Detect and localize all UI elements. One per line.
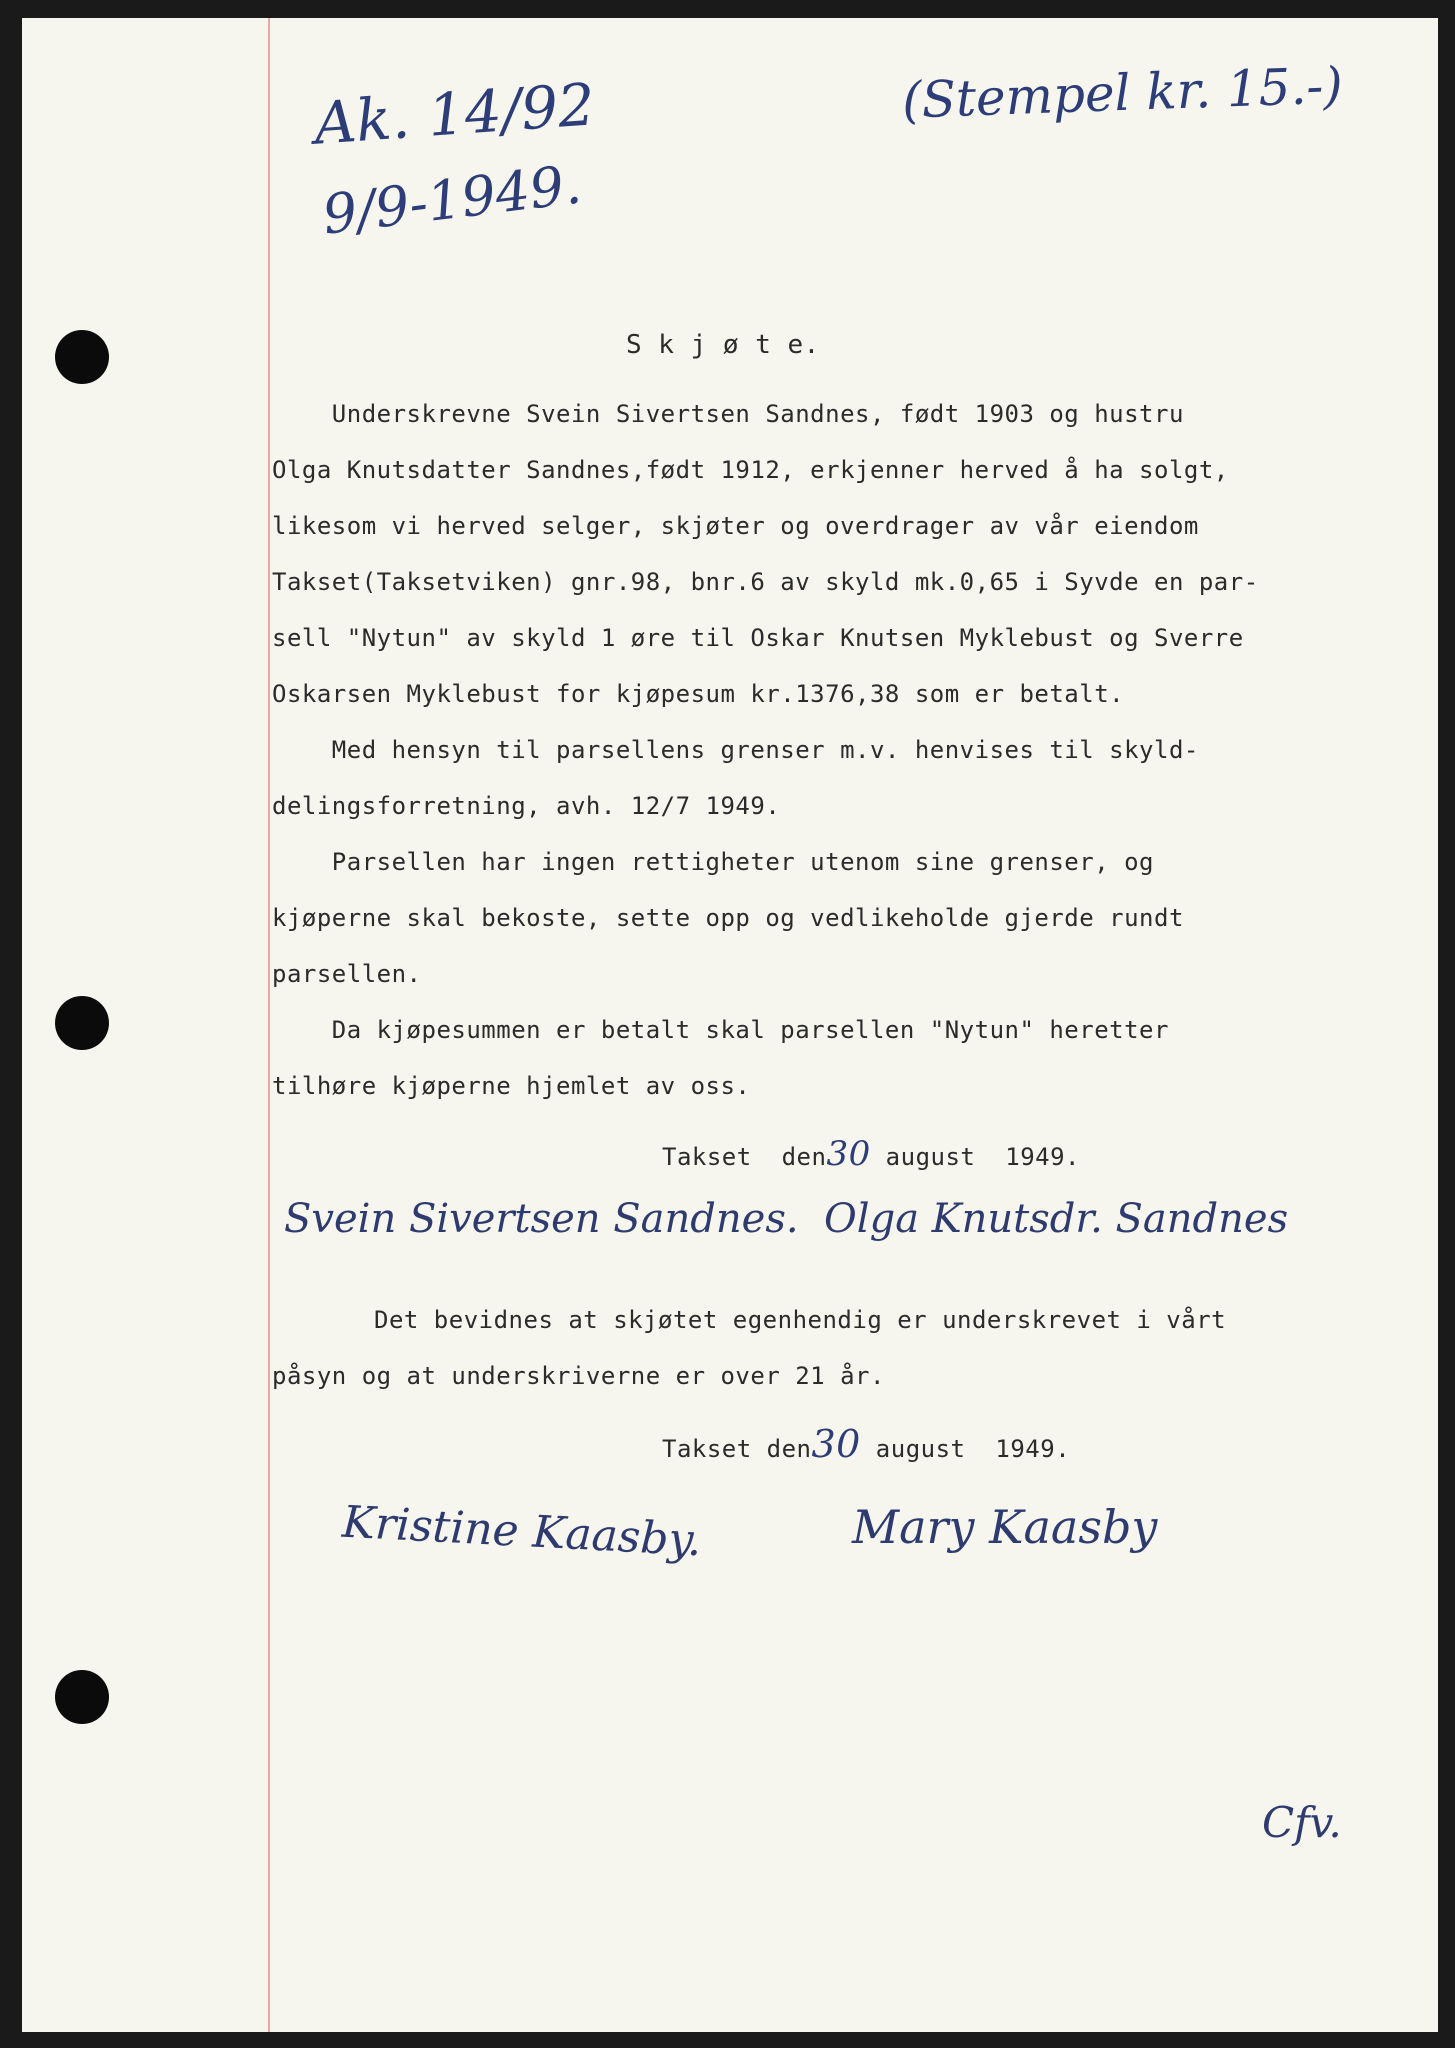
body-line: Olga Knutsdatter Sandnes,født 1912, erkjenner herved å ha solgt, xyxy=(272,456,1229,484)
punch-hole-bottom xyxy=(55,1670,109,1724)
margin-line xyxy=(268,18,270,2032)
body-line: Da kjøpesummen er betalt skal parsellen "Nytun" heretter xyxy=(272,1016,1169,1044)
body-line: kjøperne skal bekoste, sette opp og vedlikeholde gjerde rundt xyxy=(272,904,1184,932)
ref-date-annotation: 9/9-1949. xyxy=(319,152,585,247)
body-line: Med hensyn til parsellens grenser m.v. henvises til skyld- xyxy=(272,736,1199,764)
body-line: tilhøre kjøperne hjemlet av oss. xyxy=(272,1072,751,1100)
punch-hole-top xyxy=(55,330,109,384)
body-line: parsellen. xyxy=(272,960,422,988)
date-prefix: Takset den xyxy=(662,1435,812,1463)
document-title: S k j ø t e. xyxy=(626,330,820,360)
date-day-handwritten: 30 xyxy=(811,1422,861,1466)
body-line: Parsellen har ingen rettigheter utenom sine grenser, og xyxy=(272,848,1155,876)
stamp-note-annotation: (Stempel kr. 15.-) xyxy=(901,56,1344,130)
date-suffix: august 1949. xyxy=(860,1435,1071,1463)
seller-signatures: Svein Sivertsen Sandnes. Olga Knutsdr. Sandnes xyxy=(284,1196,1289,1242)
date-line-1 xyxy=(662,1134,1080,1174)
witness-signature-1: Kristine Kaasby. xyxy=(340,1496,703,1567)
initials: Cfv. xyxy=(1262,1798,1342,1847)
body-line: Underskrevne Svein Sivertsen Sandnes, født 1903 og hustru xyxy=(272,400,1184,428)
body-line: delingsforretning, avh. 12/7 1949. xyxy=(272,792,781,820)
ref-number-annotation: Ak. 14/92 xyxy=(311,70,598,158)
date-suffix: august 1949. xyxy=(870,1143,1081,1171)
body-line: sell "Nytun" av skyld 1 øre til Oskar Knutsen Myklebust og Sverre xyxy=(272,624,1244,652)
date-line-2 xyxy=(662,1422,1070,1466)
punch-hole-middle xyxy=(55,996,109,1050)
witness-line: påsyn og at underskriverne er over 21 år. xyxy=(272,1362,885,1390)
date-day-handwritten: 30 xyxy=(826,1134,871,1174)
body-line: Takset(Taksetviken) gnr.98, bnr.6 av skyld mk.0,65 i Syvde en par- xyxy=(272,568,1259,596)
body-line: Oskarsen Myklebust for kjøpesum kr.1376,38 som er betalt. xyxy=(272,680,1125,708)
document-page xyxy=(22,18,1438,2032)
body-line: likesom vi herved selger, skjøter og overdrager av vår eiendom xyxy=(272,512,1199,540)
witness-signature-2: Mary Kaasby xyxy=(852,1500,1158,1554)
date-prefix: Takset den xyxy=(662,1143,827,1171)
witness-line: Det bevidnes at skjøtet egenhendig er underskrevet i vårt xyxy=(374,1306,1227,1334)
